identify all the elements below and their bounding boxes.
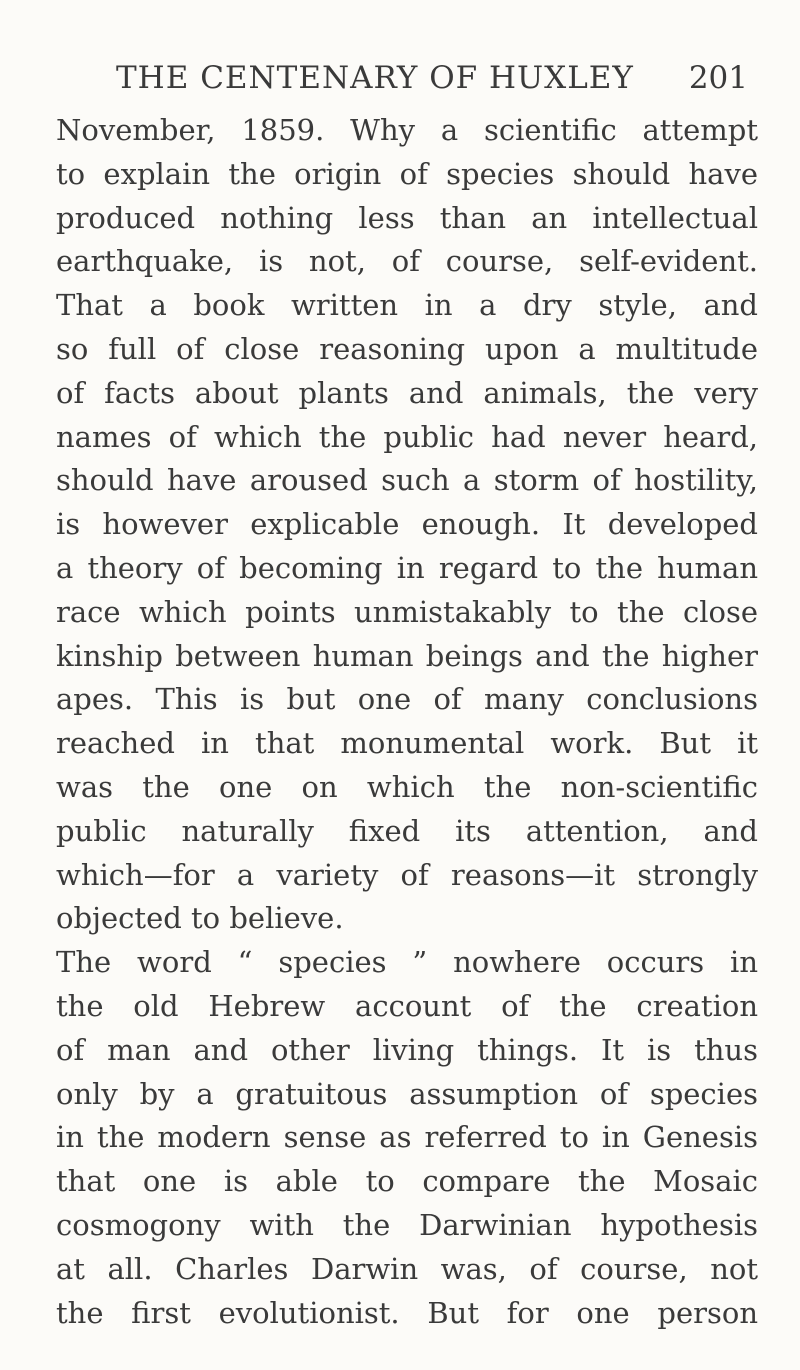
text-line: was the one on which the non-scientific (56, 769, 758, 804)
text-line: names of which the public had never heard, (56, 419, 758, 454)
text-line: race which points unmistakably to the close (56, 594, 758, 629)
text-line: cosmogony with the Darwinian hypothesis (56, 1207, 758, 1242)
text-line: That a book written in a dry style, and (56, 288, 758, 323)
text-line: a theory of becoming in regard to the human (56, 550, 758, 585)
text-line: objected to believe. (56, 901, 344, 936)
text-line: that one is able to compare the Mosaic (56, 1164, 758, 1199)
paragraph-2 (56, 941, 758, 1335)
text-line: is however explicable enough. It developed (56, 507, 758, 542)
text-line: should have aroused such a storm of hostility, (56, 463, 758, 498)
text-line: of facts about plants and animals, the very (56, 375, 758, 410)
text-line: in the modern sense as referred to in Genesis (56, 1120, 758, 1155)
text-line: at all. Charles Darwin was, of course, not (56, 1251, 758, 1286)
text-line: November, 1859. Why a scientific attempt (56, 113, 758, 147)
page-number: 201 (688, 60, 748, 96)
text-line: produced nothing less than an intellectual (56, 200, 758, 235)
text-line: which—for a variety of reasons—it strongly (56, 857, 758, 892)
text-line: public naturally fixed its attention, and (56, 813, 758, 848)
text-line: only by a gratuitous assumption of species (56, 1076, 758, 1111)
paragraph-1 (56, 109, 758, 941)
running-title: THE CENTENARY OF HUXLEY (116, 60, 634, 96)
text-line: of man and other living things. It is thus (56, 1032, 758, 1067)
text-line: to explain the origin of species should have (56, 156, 758, 191)
text-line: The word “ species ” nowhere occurs in (56, 945, 758, 980)
text-line: kinship between human beings and the higher (56, 638, 758, 673)
text-line: earthquake, is not, of course, self-evident. (56, 244, 758, 279)
body-text (56, 109, 758, 1335)
text-line: the old Hebrew account of the creation (56, 988, 758, 1023)
text-line: apes. This is but one of many conclusions (56, 682, 758, 717)
running-head (56, 60, 758, 100)
text-line: reached in that monumental work. But it (56, 726, 758, 761)
text-line: the first evolutionist. But for one person (56, 1295, 758, 1330)
text-line: so full of close reasoning upon a multitude (56, 331, 758, 366)
book-page (56, 0, 758, 1370)
